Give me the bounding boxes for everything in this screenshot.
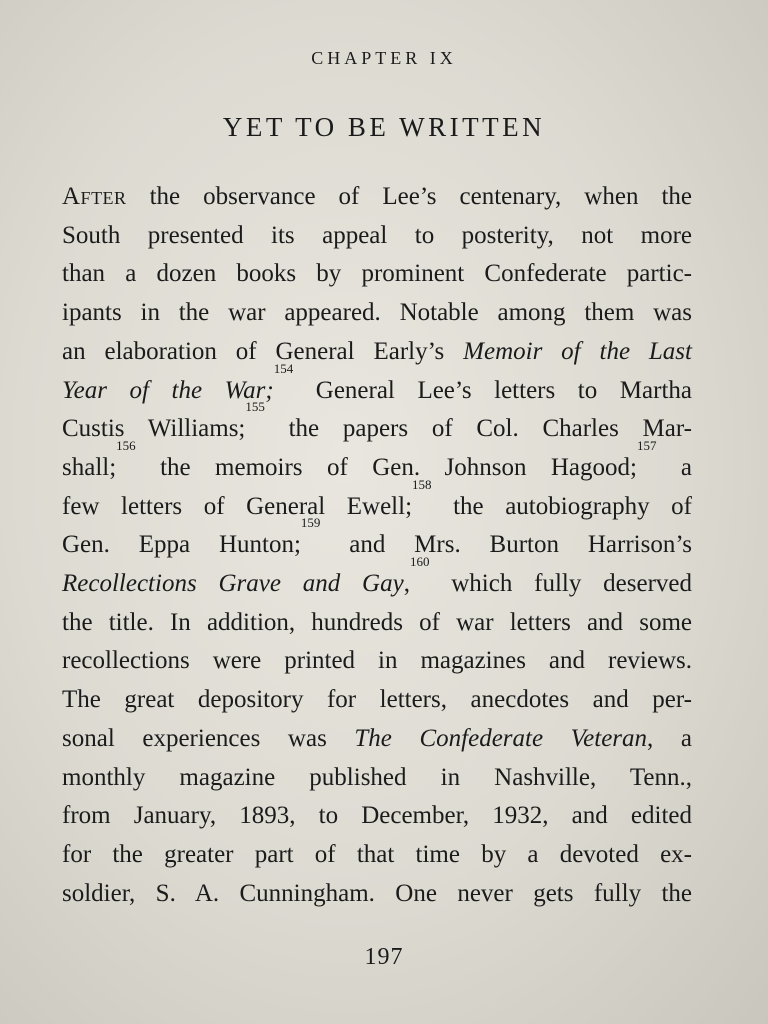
text-segment: few letters of General Ewell; <box>62 492 413 520</box>
text-line: monthly magazine published in Nashville, Tenn., <box>62 763 692 791</box>
text-line: from January, 1893, to December, 1932, and edited <box>62 802 692 830</box>
text-segment: the papers of Col. Charles Mar- <box>264 415 693 443</box>
text-segment: which fully deserved <box>429 570 693 598</box>
italic-title: Memoir of the Last <box>463 337 692 365</box>
footnote-ref: 160 <box>409 554 430 570</box>
small-caps-lead: After <box>62 183 127 210</box>
text-line <box>62 437 692 488</box>
text-segment: Custis Williams; <box>62 415 246 443</box>
footnote-ref: 156 <box>116 437 136 453</box>
footnote-ref: 157 <box>636 437 657 453</box>
footnote-ref: 158 <box>412 476 432 492</box>
text-segment: General Lee’s letters to Martha <box>293 376 692 404</box>
text-segment: Gen. Eppa Hunton; <box>62 531 301 559</box>
italic-title: Year of the War; <box>62 376 274 404</box>
text-line <box>62 360 692 411</box>
text-line <box>62 178 692 217</box>
text-segment: and Mrs. Burton Harrison’s <box>320 531 692 559</box>
text-line: ipants in the war appeared. Notable among them was <box>62 299 692 327</box>
text-line: The great depository for letters, anecdotes and per- <box>62 686 692 714</box>
italic-title: Recollections Grave and Gay <box>62 570 404 598</box>
text-line <box>62 554 693 604</box>
footnote-ref: 154 <box>273 360 294 376</box>
text-line: recollections were printed in magazines and reviews. <box>62 647 692 675</box>
body-paragraph <box>62 178 694 913</box>
page-number: 197 <box>364 944 404 970</box>
text-line: the title. In addition, hundreds of war letters and some <box>62 608 692 636</box>
text-segment: sonal experiences was <box>62 724 355 752</box>
text-segment: the autobiography of <box>431 492 693 520</box>
italic-title: The Confederate Veteran <box>354 724 648 752</box>
text-segment: , <box>403 570 410 598</box>
text-line <box>62 515 692 565</box>
text-segment: shall; <box>62 453 117 481</box>
chapter-title: YET TO BE WRITTEN <box>222 112 546 142</box>
text-line: soldier, S. A. Cunningham. One never gets fully the <box>62 879 692 907</box>
footnote-ref: 159 <box>300 515 321 531</box>
text-line <box>62 476 693 527</box>
text-segment: , a <box>647 724 692 752</box>
text-line <box>62 399 693 449</box>
chapter-number: CHAPTER IX <box>311 48 457 68</box>
text-line: South presented its appeal to posterity, not more <box>62 221 692 249</box>
text-line <box>62 720 692 759</box>
text-line <box>62 333 692 372</box>
text-segment: the memoirs of Gen. Johnson Hagood; <box>135 453 637 481</box>
text-segment: the observance of Lee’s centenary, when the <box>126 183 692 210</box>
footnote-ref: 155 <box>245 399 265 415</box>
text-line: for the greater part of that time by a devoted ex- <box>62 840 692 868</box>
text-line: than a dozen books by prominent Confederate partic- <box>62 260 692 288</box>
text-segment: an elaboration of General Early’s <box>62 337 464 365</box>
text-segment: a <box>656 453 692 481</box>
